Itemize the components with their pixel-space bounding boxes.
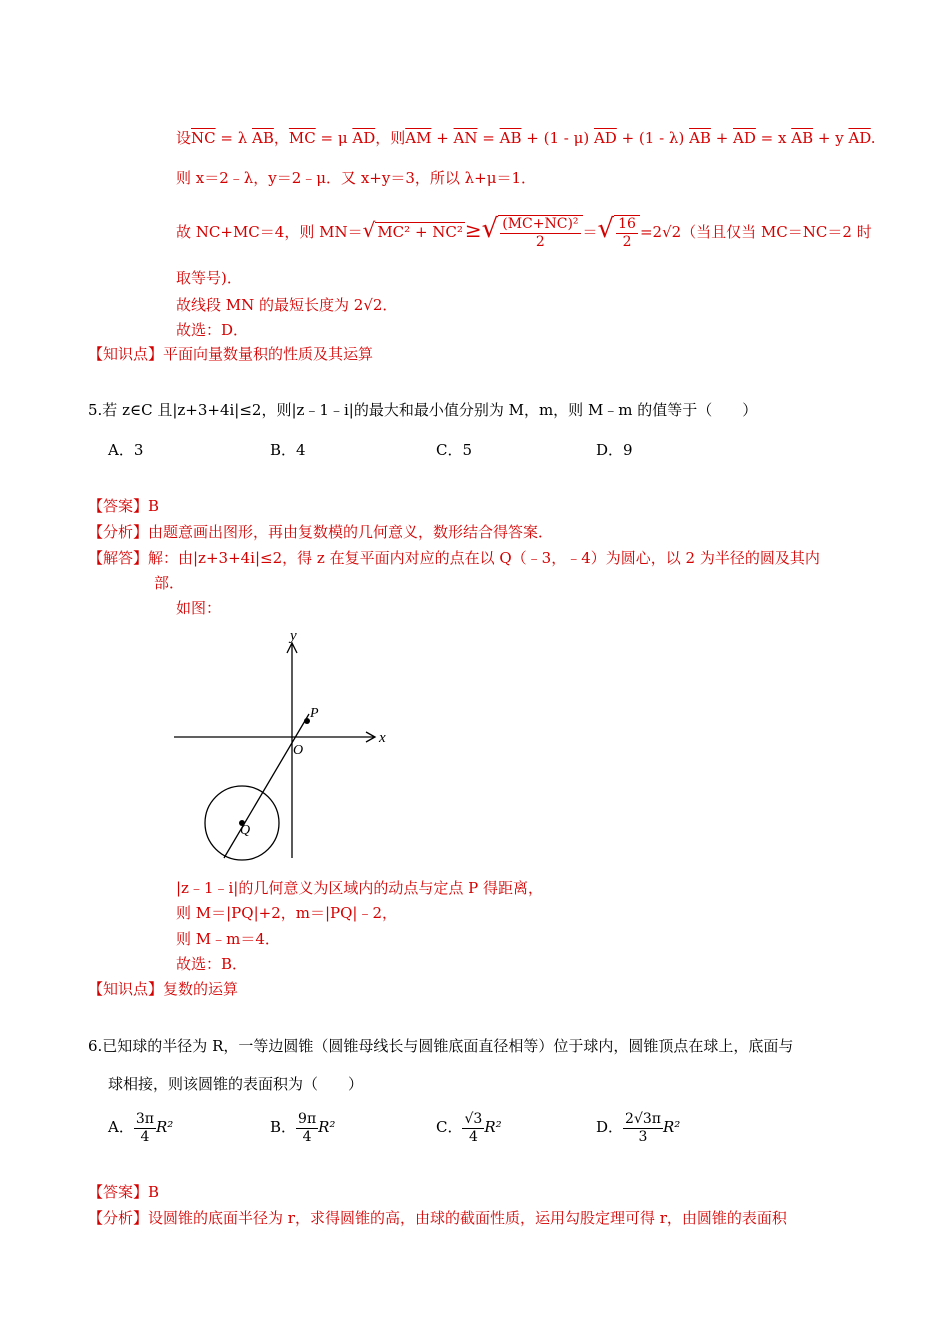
sol4-line3: 故 NC+MC＝4，则 MN＝√ MC² + NC² ≥√ $\frac{\text{(MC+NC)²}}{2}$ ＝√ $\frac{16}{2}$ =2√2（当且仅当 MC＝NC＝2 时 [176,214,872,250]
sol4-line3-e: 2 [535,234,545,250]
q6-option-d: D． $\frac{2√3\pi}{3}$ R² [596,1110,681,1145]
q5-analysis: 【分析】由题意画出图形，再由复数模的几何意义，数形结合得答案． [88,523,554,541]
q5-option-d: D．9 [596,441,633,459]
sol4-vector-line: 设$\overline{NC} = \lambda$ $\overline{AB}$，$\overline{MC} = \mu$ $\overline{AD}$，则$\overline{AM} + \overline{AN} = \overline{AB} + (1 - \mu) \overline{AD} + (1 - \lambda) \overline{AB} + \overline{AD} = x$ $\overline{AB} + y$ $\overline{AD}$. [176,129,876,147]
sol4-line3-b: MC² + NC² [377,223,463,241]
q6-answer: 【答案】B [88,1183,160,1201]
sol4-line6: 故选：D． [176,321,249,339]
q5-after2: 则 M＝|PQ|+2，m＝|PQ|﹣2， [176,904,398,922]
q6-option-a: A． $\frac{3\pi}{4}$ R² [108,1110,174,1145]
sol4-line3-j: （当且仅当 MC＝NC＝2 时 [681,223,872,241]
q5-solution-b: 部． [154,574,185,592]
sol4-line3-i: =2√2 [639,223,682,241]
q5-after4: 故选：B． [176,955,248,973]
label-o: O [293,743,304,758]
sol4-line3-c: ≥ [464,218,482,242]
q5-option-a: A．3 [108,441,144,459]
q5-solution-c: 如图： [176,599,222,617]
sol4-line3-h: 2 [622,234,632,250]
sol4-line2: 则 x＝2﹣λ，y＝2﹣μ．又 x+y＝3，所以 λ+μ＝1． [176,169,536,187]
q5-after3: 则 M﹣m＝4． [176,930,280,948]
sol4-knowledge-point: 【知识点】平面向量数量积的性质及其运算 [88,345,374,363]
label-q: Q [240,823,251,838]
q5-stem: 5.若 z∈C 且|z+3+4i|≤2，则|z﹣1﹣i|的最大和最小值分别为 M，m，则 M﹣m 的值等于（ ） [88,401,758,419]
q6-stem-a: 6.已知球的半径为 R，一等边圆锥（圆锥母线长与圆锥底面直径相等）位于球内，圆锥顶点在球上，底面与 [88,1037,794,1055]
label-y: y [290,628,297,644]
q5-after1: |z﹣1﹣i|的几何意义为区域内的动点与定点 P 得距离， [176,879,543,897]
sol4-line4: 取等号)． [176,269,242,287]
q6-option-c: C． $\frac{√3}{4}$ R² [436,1110,502,1145]
q6-stem-b: 球相接，则该圆锥的表面积为（ ） [108,1075,364,1093]
sol4-line5: 故线段 MN 的最短长度为 2√2． [176,296,398,314]
label-p: P [310,706,319,721]
label-x: x [379,730,386,746]
q6-option-b: B． $\frac{9\pi}{4}$ R² [270,1110,336,1145]
q5-coordinate-figure [170,620,400,870]
q5-option-c: C．5 [436,441,473,459]
q5-option-b: B．4 [270,441,306,459]
q5-answer: 【答案】B [88,497,160,515]
sol4-line3-g: 16 [618,216,636,232]
q5-knowledge-point: 【知识点】复数的运算 [88,980,239,998]
q6-analysis: 【分析】设圆锥的底面半径为 r，求得圆锥的高，由球的截面性质，运用勾股定理可得 r，由圆锥的表面积 [88,1209,787,1227]
sol4-line3-a: 故 NC+MC＝4，则 MN＝ [176,223,363,241]
q5-solution-a: 【解答】解：由|z+3+4i|≤2，得 z 在复平面内对应的点在以 Q（﹣3，﹣4）为圆心，以 2 为半径的圆及其内 [88,549,820,567]
sol4-line3-f: ＝ [582,223,598,241]
sol4-line3-d: (MC+NC)² [502,216,579,232]
